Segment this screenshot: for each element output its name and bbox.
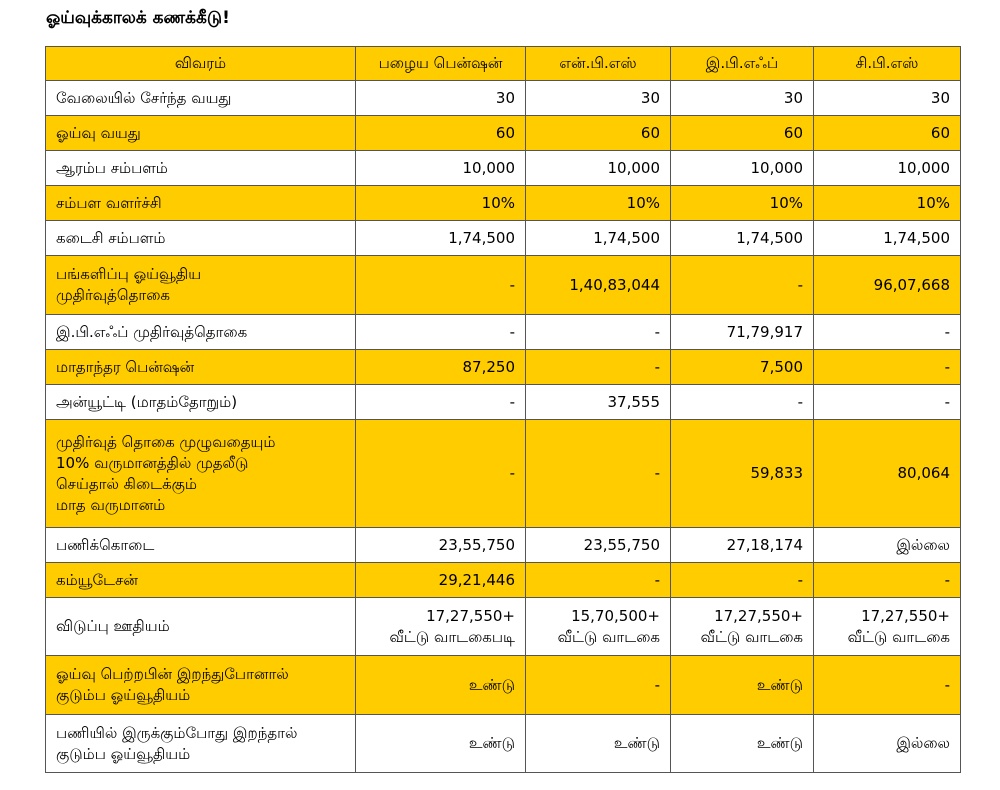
nps-value xyxy=(526,528,671,563)
page-title: ஓய்வுக்காலக் கணக்கீடு! xyxy=(46,8,230,28)
cps-value xyxy=(814,151,961,186)
nps-value xyxy=(526,656,671,715)
table-row xyxy=(46,221,961,256)
cell-text: 30 xyxy=(640,88,660,107)
cell-text: 60 xyxy=(783,123,803,142)
nps-value xyxy=(526,81,671,116)
nps-value xyxy=(526,116,671,151)
cell-text: 1,74,500 xyxy=(883,228,950,247)
row-label xyxy=(46,315,356,350)
cell-text: ஓய்வு பெற்றபின் இறந்துபோனால் xyxy=(56,665,289,683)
table-row xyxy=(46,315,961,350)
cps-value xyxy=(814,116,961,151)
cell-text: மாத வருமானம் xyxy=(56,495,166,514)
row-label xyxy=(46,350,356,385)
cps-value xyxy=(814,715,961,773)
cell-text: 29,21,446 xyxy=(438,570,515,589)
table-header-row xyxy=(46,47,961,81)
cell-text: முதிர்வுத்தொகை xyxy=(56,286,170,304)
row-label xyxy=(46,715,356,773)
cell-text: 23,55,750 xyxy=(438,535,515,554)
cell-text: - xyxy=(509,322,515,341)
cps-value xyxy=(814,598,961,656)
table-row xyxy=(46,186,961,221)
cell-text: - xyxy=(509,275,515,294)
cell-text: 23,55,750 xyxy=(583,535,660,554)
cell-text: வேலையில் சேர்ந்த வயது xyxy=(56,88,232,107)
cell-text: சம்பள வளர்ச்சி xyxy=(56,193,162,212)
cell-text: 1,74,500 xyxy=(448,228,515,247)
cell-text: 60 xyxy=(930,123,950,142)
epf-value xyxy=(671,598,814,656)
cell-text: 15,70,500+ xyxy=(571,606,660,625)
cell-text: பணியில் இருக்கும்போது இறந்தால் xyxy=(56,723,298,742)
table-row xyxy=(46,151,961,186)
cell-text: குடும்ப ஓய்வூதியம் xyxy=(56,744,191,763)
cell-text: 37,555 xyxy=(607,392,660,411)
cps-value xyxy=(814,221,961,256)
row-label xyxy=(46,656,356,715)
cell-text: உண்டு xyxy=(468,734,515,752)
old-pension-value xyxy=(356,528,526,563)
cell-text: 10% xyxy=(626,193,660,212)
old-pension-value xyxy=(356,563,526,598)
nps-value xyxy=(526,598,671,656)
cell-text: கம்யூடேசன் xyxy=(56,570,138,589)
cell-text: 10,000 xyxy=(750,158,803,177)
cell-text: செய்தால் கிடைக்கும் xyxy=(56,474,197,493)
table-row xyxy=(46,256,961,315)
cell-text: வீட்டு வாடகை xyxy=(557,627,660,646)
cps-value xyxy=(814,420,961,528)
old-pension-value xyxy=(356,81,526,116)
row-label xyxy=(46,420,356,528)
epf-value xyxy=(671,81,814,116)
cell-text: உண்டு xyxy=(468,675,515,694)
nps-value xyxy=(526,315,671,350)
epf-value xyxy=(671,385,814,420)
cell-text: 10,000 xyxy=(607,158,660,177)
cell-text: 10% வருமானத்தில் முதலீடு xyxy=(56,453,249,472)
cell-text: 10% xyxy=(481,193,515,212)
nps-value xyxy=(526,221,671,256)
cell-text: 10,000 xyxy=(897,158,950,177)
row-label xyxy=(46,563,356,598)
cell-text: இல்லை xyxy=(896,535,950,554)
cell-text: 30 xyxy=(495,88,515,107)
row-label xyxy=(46,81,356,116)
table-row xyxy=(46,81,961,116)
old-pension-value xyxy=(356,598,526,656)
cell-text: - xyxy=(654,464,660,482)
cell-text: வீட்டு வாடகை xyxy=(700,627,803,646)
cell-text: உண்டு xyxy=(756,734,803,752)
cell-text: - xyxy=(944,392,950,411)
epf-value xyxy=(671,151,814,186)
column-header-details: விவரம் xyxy=(46,47,356,81)
cell-text: 17,27,550+ xyxy=(426,606,515,625)
table-row xyxy=(46,350,961,385)
cell-text: வீட்டு வாடகை xyxy=(847,627,950,646)
old-pension-value xyxy=(356,116,526,151)
cps-value xyxy=(814,315,961,350)
cell-text: 60 xyxy=(640,123,660,142)
cell-text: 80,064 xyxy=(897,464,950,482)
cell-text: - xyxy=(797,570,803,589)
cell-text: 30 xyxy=(783,88,803,107)
cell-text: 59,833 xyxy=(750,464,803,482)
epf-value xyxy=(671,221,814,256)
column-header-nps: என்.பி.எஸ் xyxy=(526,47,671,81)
table-row xyxy=(46,385,961,420)
nps-value xyxy=(526,563,671,598)
old-pension-value xyxy=(356,715,526,773)
cps-value xyxy=(814,656,961,715)
cell-text: 1,40,83,044 xyxy=(569,275,660,294)
nps-value xyxy=(526,350,671,385)
cps-value xyxy=(814,186,961,221)
cell-text: 7,500 xyxy=(760,357,803,376)
epf-value xyxy=(671,256,814,315)
cell-text: 10% xyxy=(769,193,803,212)
column-header-cps: சி.பி.எஸ் xyxy=(814,47,961,81)
nps-value xyxy=(526,385,671,420)
cell-text: முதிர்வுத் தொகை முழுவதையும் xyxy=(56,432,276,451)
cell-text: மாதாந்தர பென்ஷன் xyxy=(56,357,195,376)
row-label xyxy=(46,256,356,315)
cps-value xyxy=(814,563,961,598)
old-pension-value xyxy=(356,420,526,528)
nps-value xyxy=(526,186,671,221)
old-pension-value xyxy=(356,656,526,715)
old-pension-value xyxy=(356,151,526,186)
cell-text: - xyxy=(797,275,803,294)
cps-value xyxy=(814,528,961,563)
cell-text: 60 xyxy=(495,123,515,142)
old-pension-value xyxy=(356,385,526,420)
cell-text: உண்டு xyxy=(756,675,803,694)
old-pension-value xyxy=(356,315,526,350)
cell-text: 27,18,174 xyxy=(726,535,803,554)
row-label xyxy=(46,116,356,151)
cps-value xyxy=(814,256,961,315)
cell-text: 87,250 xyxy=(462,357,515,376)
cell-text: - xyxy=(654,570,660,589)
cell-text: ஓய்வு வயது xyxy=(56,123,141,142)
row-label xyxy=(46,598,356,656)
epf-value xyxy=(671,350,814,385)
cell-text: - xyxy=(944,322,950,341)
pension-comparison-table xyxy=(45,46,961,773)
cell-text: - xyxy=(944,357,950,376)
cell-text: - xyxy=(654,675,660,694)
epf-value xyxy=(671,116,814,151)
epf-value xyxy=(671,656,814,715)
cell-text: - xyxy=(509,392,515,411)
cell-text: கடைசி சம்பளம் xyxy=(56,228,166,247)
cell-text: இ.பி.எஃப் முதிர்வுத்தொகை xyxy=(56,322,248,341)
cell-text: உண்டு xyxy=(613,734,660,752)
table-row xyxy=(46,116,961,151)
nps-value xyxy=(526,151,671,186)
cell-text: 10% xyxy=(916,193,950,212)
nps-value xyxy=(526,420,671,528)
table-row xyxy=(46,715,961,773)
cell-text: 1,74,500 xyxy=(736,228,803,247)
table-row xyxy=(46,563,961,598)
column-header-epf: இ.பி.எஃப் xyxy=(671,47,814,81)
old-pension-value xyxy=(356,221,526,256)
epf-value xyxy=(671,186,814,221)
cell-text: குடும்ப ஓய்வூதியம் xyxy=(56,686,191,704)
cps-value xyxy=(814,350,961,385)
epf-value xyxy=(671,528,814,563)
cell-text: 30 xyxy=(930,88,950,107)
cell-text: 10,000 xyxy=(462,158,515,177)
row-label xyxy=(46,186,356,221)
cps-value xyxy=(814,385,961,420)
row-label xyxy=(46,528,356,563)
row-label xyxy=(46,221,356,256)
old-pension-value xyxy=(356,350,526,385)
cell-text: வீட்டு வாடகைபடி xyxy=(389,627,515,646)
table-row xyxy=(46,420,961,528)
cell-text: விடுப்பு ஊதியம் xyxy=(56,617,170,635)
cell-text: ஆரம்ப சம்பளம் xyxy=(56,158,168,177)
nps-value xyxy=(526,256,671,315)
cell-text: பணிக்கொடை xyxy=(56,535,155,554)
cell-text: - xyxy=(944,570,950,589)
epf-value xyxy=(671,563,814,598)
epf-value xyxy=(671,420,814,528)
nps-value xyxy=(526,715,671,773)
row-label xyxy=(46,151,356,186)
cell-text: இல்லை xyxy=(896,734,950,752)
row-label xyxy=(46,385,356,420)
column-header-old-pension: பழைய பென்ஷன் xyxy=(356,47,526,81)
epf-value xyxy=(671,715,814,773)
epf-value xyxy=(671,315,814,350)
cell-text: அன்யூட்டி (மாதம்தோறும்) xyxy=(56,392,238,411)
cell-text: 17,27,550+ xyxy=(861,606,950,625)
table-row xyxy=(46,528,961,563)
cell-text: - xyxy=(654,322,660,341)
table-row xyxy=(46,598,961,656)
cell-text: - xyxy=(797,392,803,411)
cps-value xyxy=(814,81,961,116)
cell-text: - xyxy=(654,357,660,376)
cell-text: 96,07,668 xyxy=(873,275,950,294)
cell-text: - xyxy=(944,675,950,694)
cell-text: பங்களிப்பு ஓய்வூதிய xyxy=(56,265,202,283)
cell-text: 71,79,917 xyxy=(726,322,803,341)
table-row xyxy=(46,656,961,715)
cell-text: 17,27,550+ xyxy=(714,606,803,625)
old-pension-value xyxy=(356,186,526,221)
cell-text: - xyxy=(509,464,515,482)
cell-text: 1,74,500 xyxy=(593,228,660,247)
old-pension-value xyxy=(356,256,526,315)
